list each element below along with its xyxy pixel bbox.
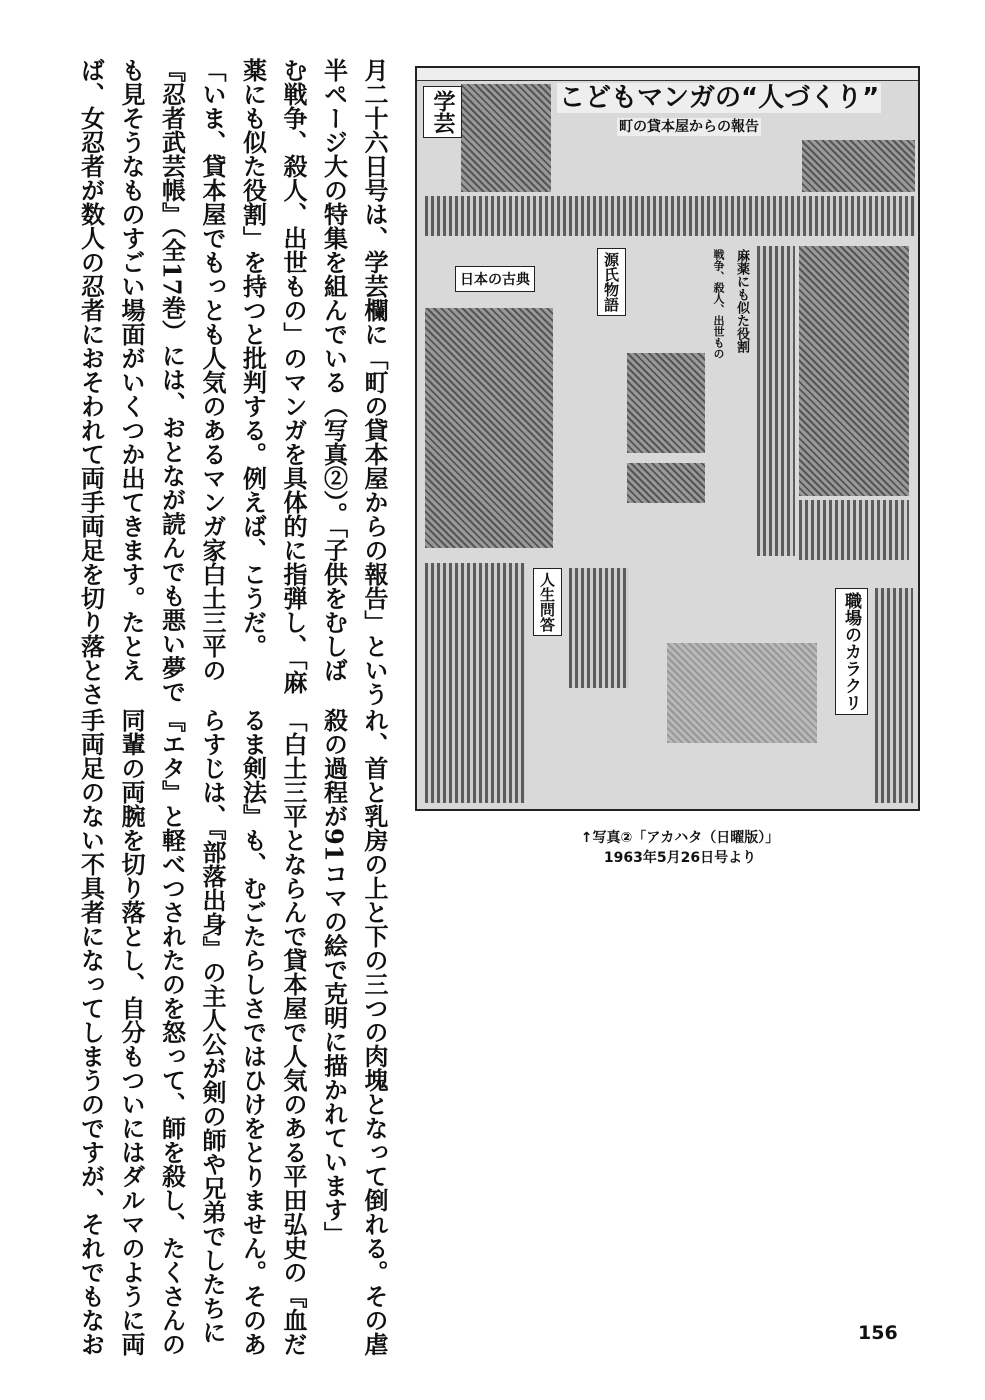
newspaper-photo-top-right: [802, 140, 915, 192]
text-column: 同輩の両腕を切り落とし、自分もついにはダルマのように両: [117, 708, 146, 1356]
text-column: 『エタ』と軽べつされたのを怒って、師を殺し、たくさんの: [157, 708, 187, 1356]
newspaper-photo-right: [799, 246, 909, 496]
photo-caption: [560, 828, 800, 868]
caption-line-2: 1963年5月26日号より: [603, 850, 757, 866]
newspaper-photo-top-left: [461, 84, 551, 192]
text-column: ば、女忍者が数人の忍者におそわれて両手両足を切り落とさ: [76, 58, 106, 706]
newspaper-jinsei-text: [569, 568, 629, 688]
newspaper-karakuri-label: 職場のカラクリ: [835, 588, 868, 715]
newspaper-classic-label: 日本の古典: [455, 266, 535, 292]
text-column: 「白土三平とならんで貸本屋で人気のある平田弘史の『血だ: [279, 708, 308, 1356]
text-column: 月二十六日号は、学芸欄に「町の貸本屋からの報告」という: [360, 58, 389, 706]
newspaper-headline: こどもマンガの“人づくり”: [559, 83, 880, 113]
text-column: るま剣法』も、むごたらしさではひけをとりません。そのあ: [238, 708, 268, 1356]
newspaper-cartoon: [667, 643, 817, 743]
caption-line-1: ↑写真②「アカハタ（日曜版）」: [580, 830, 780, 846]
text-column: 『忍者武芸帳』（全17巻）には、おとなが読んでも悪い夢で: [157, 58, 187, 704]
newspaper-illustration: [627, 353, 705, 453]
newspaper-article-subtitle: 戦争、殺人、出世もの: [712, 249, 725, 359]
newspaper-lead-text: [425, 196, 915, 236]
newspaper-subheadline: 町の貸本屋からの報告: [619, 119, 759, 135]
text-column: 手両足のない不具者になってしまうのですが、それでもなお: [76, 708, 106, 1356]
text-column: 「いま、貸本屋でもっとも人気のあるマンガ家白土三平の: [198, 58, 227, 682]
newspaper-photo-left: [425, 308, 553, 548]
text-column: む戦争、殺人、出世もの」のマンガを具体的に指弾し、「麻: [279, 58, 308, 694]
newspaper-section-gakugei: 学芸: [423, 86, 462, 138]
page-number: 156: [858, 1322, 898, 1344]
newspaper-article-text: [757, 246, 795, 556]
newspaper-bottom-left-text: [425, 563, 525, 803]
text-column: 薬にも似た役割」を持つと批判する。例えば、こうだ。: [238, 58, 268, 658]
text-column: らすじは、『部落出身』の主人公が剣の師や兄弟でしたちに: [198, 708, 227, 1344]
newspaper-jinsei-label: 人生問答: [533, 568, 562, 636]
text-column: 殺の過程が91コマの絵で克明に描かれています」: [319, 708, 349, 1246]
text-column: れ、首と乳房の上と下の三つの肉塊となって倒れる。その虐: [360, 708, 389, 1356]
text-column: 半ページ大の特集を組んでいる（写真②）。「子供をむしば: [319, 58, 349, 682]
newspaper-right-text: [799, 500, 909, 560]
newspaper-karakuri-text: [875, 588, 913, 803]
newspaper-photo-small: [627, 463, 705, 503]
newspaper-masthead: [417, 68, 918, 81]
newspaper-article-title: 麻薬にも似た役割: [734, 249, 749, 353]
text-column: も見そうなものすごい場面がいくつか出てきます。たとえ: [117, 58, 146, 682]
newspaper-genji-label: 源氏物語: [597, 248, 626, 316]
newspaper-photo: [415, 66, 920, 811]
